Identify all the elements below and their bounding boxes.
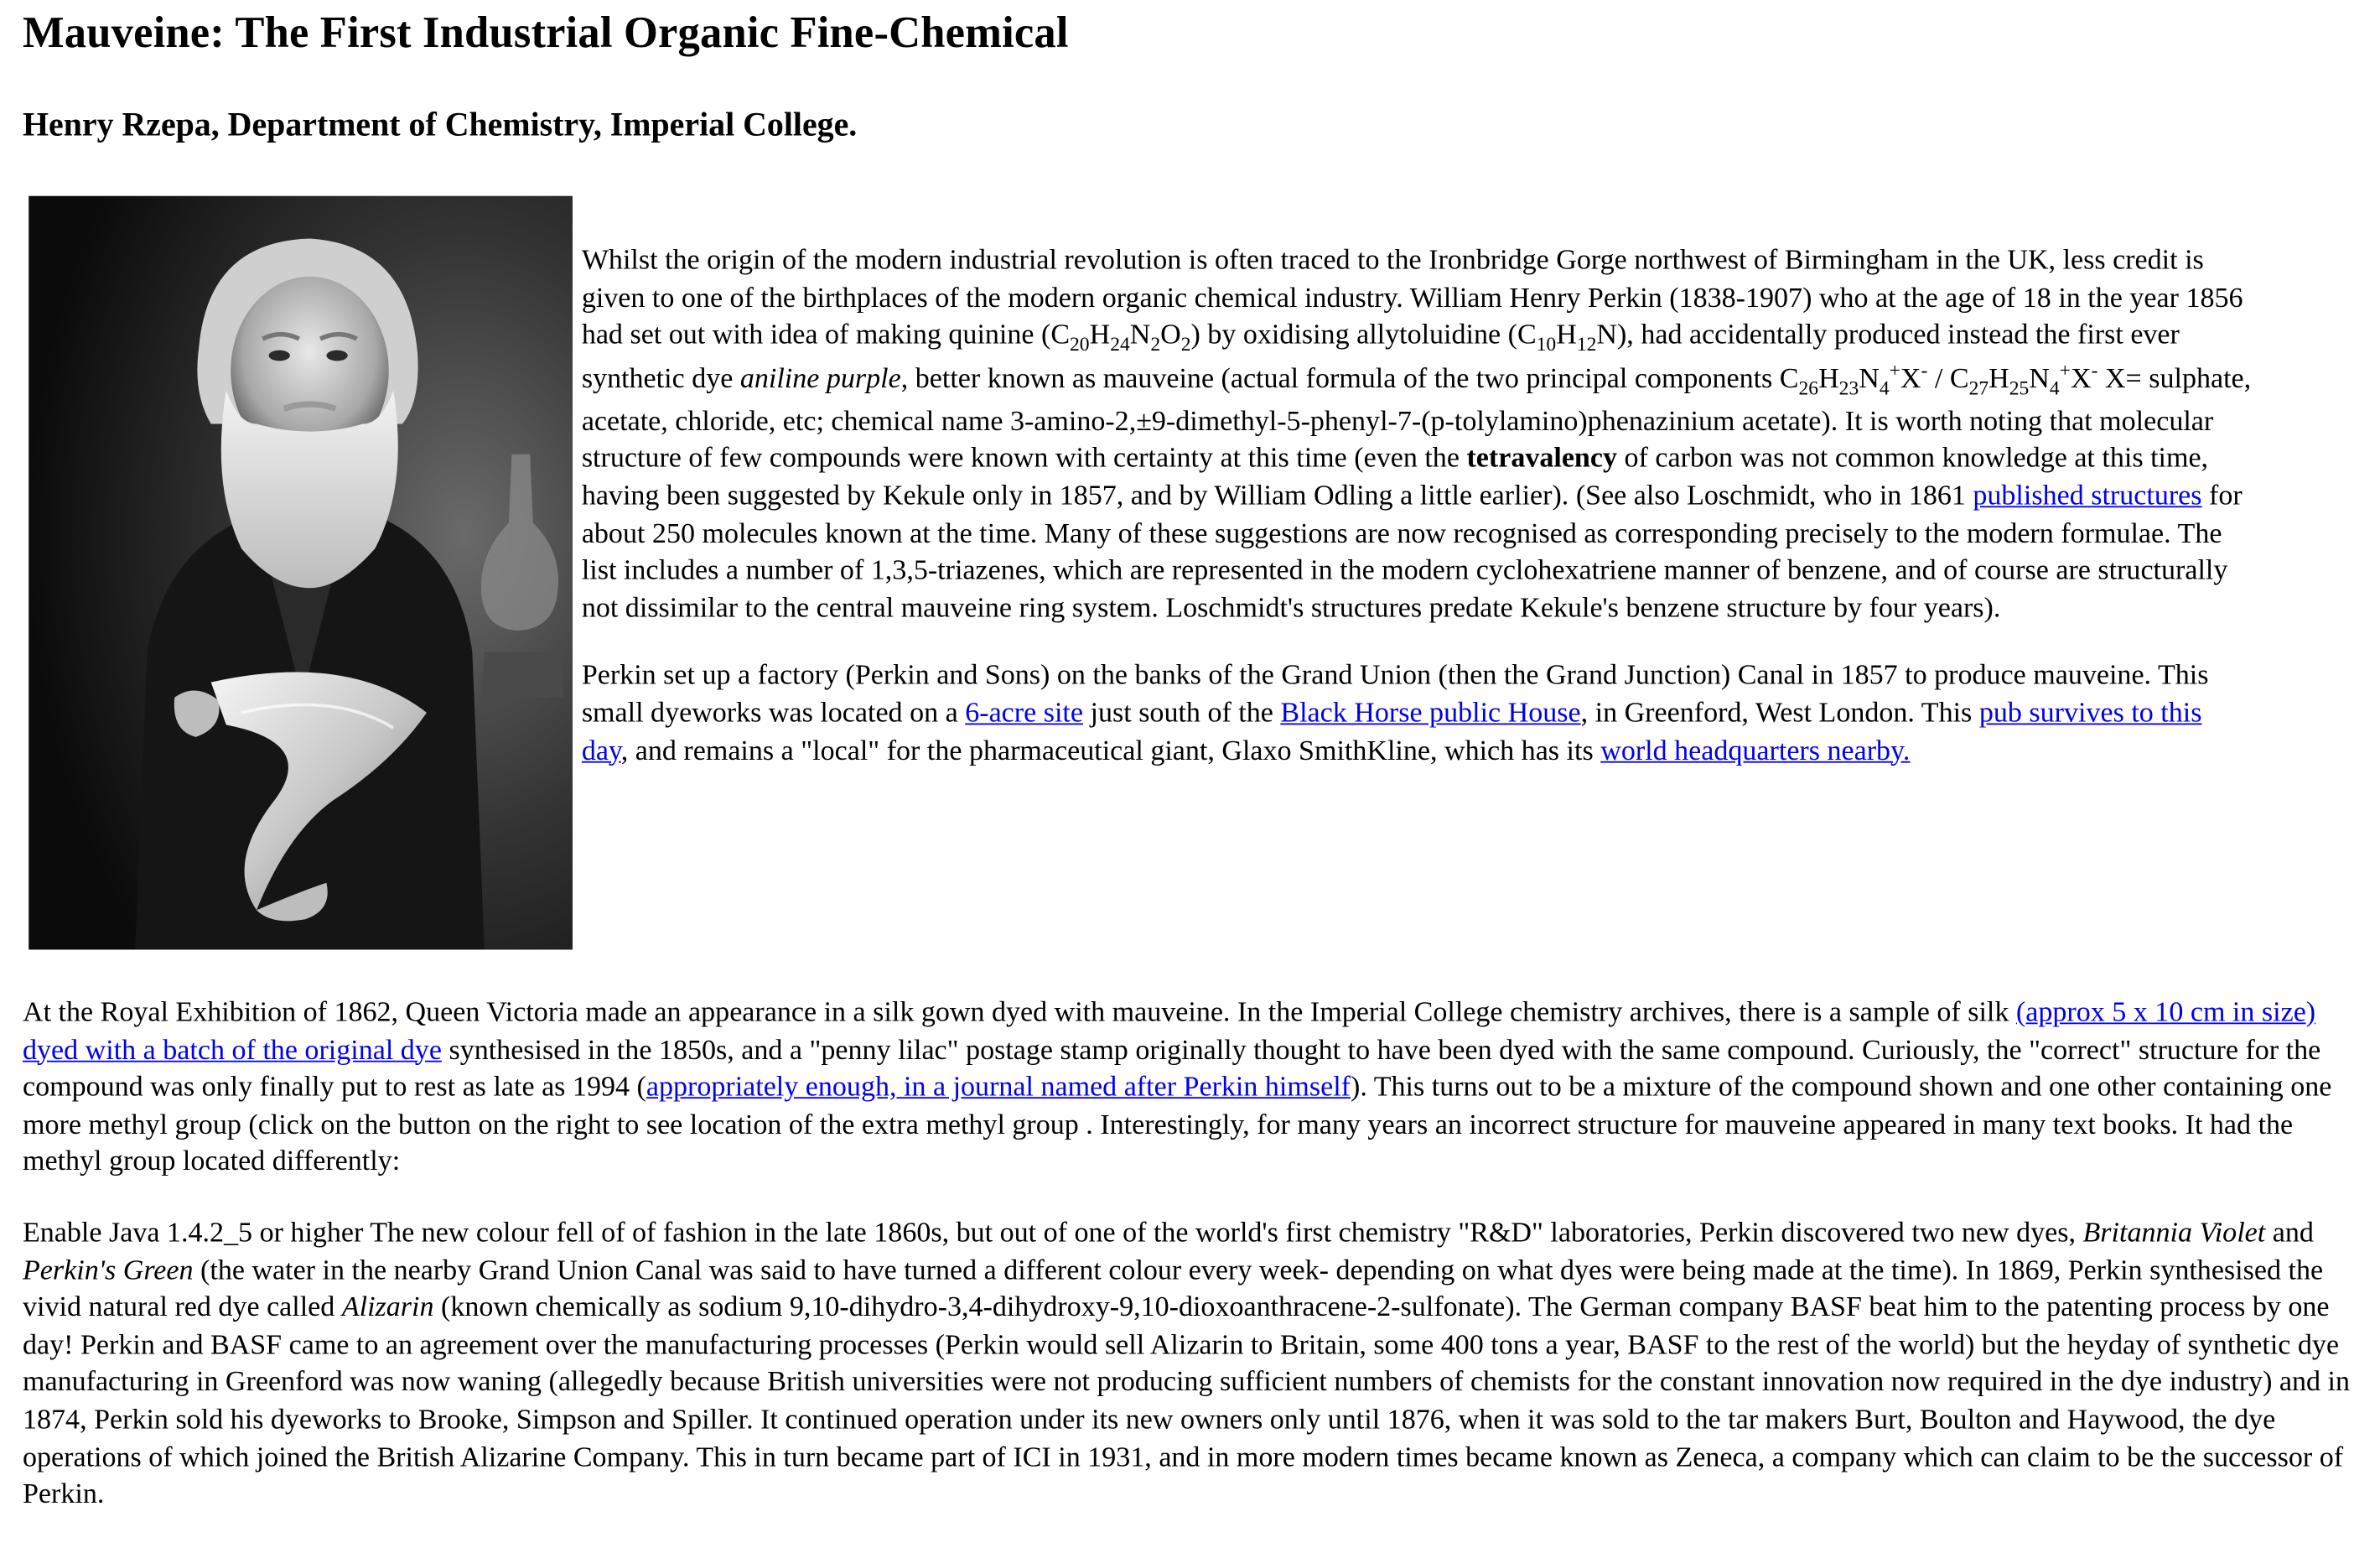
perkins-green-term: Perkin's Green bbox=[23, 1254, 194, 1286]
intro-text-f: of carbon was not common knowledge at this time, having been suggested by Kekule only in 1857, and by William Odling a little earlier). (See also Loschmidt, who in 1861 bbox=[581, 442, 2209, 512]
published-structures-link[interactable]: published structures bbox=[1973, 480, 2202, 512]
intro-text-d: , better known as mauveine (actual formula of the two principal components bbox=[900, 362, 1780, 395]
page-title: Mauveine: The First Industrial Organic Fine-Chemical bbox=[23, 8, 1069, 58]
body1-text-a: At the Royal Exhibition of 1862, Queen Victoria made an appearance in a silk gown dyed with mauveine. In the Imperial College chemistry archives, there is a sample of silk bbox=[23, 996, 2016, 1029]
world-headquarters-link[interactable]: world headquarters nearby. bbox=[1600, 735, 1911, 767]
intro2-text-b: just south of the bbox=[1083, 697, 1281, 730]
formula-separator: / bbox=[1927, 362, 1950, 395]
body1-text-b: synthesised in the 1850s, and a "penny lilac" postage stamp originally thought to have been dyed with the same compound. Curiously, the "correct" structure for the compound was only finally put to rest as late as 1994 ( bbox=[23, 1034, 2321, 1104]
body2-text-b: and bbox=[2265, 1217, 2314, 1249]
intro2-text-a: Perkin set up a factory (Perkin and Sons) on the banks of the Grand Union (then the Grand Junction) Canal in 1857 to produce mauveine. This small dyeworks was located on a bbox=[581, 660, 2209, 730]
later-history-paragraph bbox=[23, 1216, 2362, 1515]
mauveine-formula-1: $C_{26}H_{23}N_4^+X^-$ bbox=[1779, 357, 1928, 399]
intro-text-a: Whilst the origin of the modern industrial revolution is often traced to the Ironbridge Gorge northwest of Birmingham in the UK, less credit is given to one of the birthplaces of the modern organic chemical industry. William Henry Perkin (1838-1907) who at the age of 18 in the year 1856 had set out with idea of making quinine ( bbox=[581, 244, 2243, 351]
page bbox=[23, 0, 2362, 1514]
britannia-violet-term: Britannia Violet bbox=[2082, 1217, 2266, 1249]
intro-paragraph-2 bbox=[582, 658, 2253, 771]
alizarin-term: Alizarin bbox=[341, 1291, 434, 1324]
body2-text-c: (the water in the nearby Grand Union Canal was said to have turned a different colour every week- depending on what dyes were being made at the time). In 1869, Perkin synthesised the vivid natural red dye called bbox=[23, 1254, 2324, 1324]
aniline-purple-term: aniline purple bbox=[739, 362, 901, 395]
mauveine-formula-2: $C_{27}H_{25}N_4^+X^-$ bbox=[1949, 357, 2098, 399]
intro-text-b: ) by oxidising allytoluidine ( bbox=[1190, 319, 1517, 351]
intro-paragraph-1 bbox=[582, 243, 2253, 628]
portrait-photo-icon bbox=[29, 196, 573, 950]
intro-text-g: for about 250 molecules known at the time. Many of these suggestions are now recognised as corresponding precisely to the modern formulae. The list includes a number of 1,3,5-triazenes, which are represented in the modern cyclohexatriene manner of benzene, and of course are structurally not dissimilar to the central mauveine ring system. Loschmidt's structures predate Kekule's benzene structure by four years). bbox=[581, 480, 2243, 625]
intro-text bbox=[582, 243, 2253, 771]
body2-text-d: (known chemically as sodium 9,10-dihydro-3,4-dihydroxy-9,10-dioxoanthracene-2-sulfonate). The German company BASF beat him to the patenting process by one day! Perkin and BASF came to an agreement over the manufacturing processes (Perkin would sell Alizarin to Britain, some 400 tons a year, BASF to the rest of the world) but the heyday of synthetic dye manufacturing in Greenford was now waning (allegedly because British universities were not producing sufficient numbers of chemists for the constant innovation now required in the dye industry) and in 1874, Perkin sold his dyeworks to Brooke, Simpson and Spiller. It continued operation under its new owners only until 1876, when it was sold to the tar makers Burt, Boulton and Haywood, the dye operations of which joined the British Alizarine Company. This in turn became part of ICI in 1931, and in more modern times became known as Zeneca, a company which can claim to be the successor of Perkin. bbox=[23, 1291, 2351, 1511]
intro2-text-c: , in Greenford, West London. This bbox=[1580, 697, 1979, 730]
body2-text-a: Enable Java 1.4.2_5 or higher The new colour fell of of fashion in the late 1860s, but out of one of the world's first chemistry "R&D" laboratories, Perkin discovered two new dyes, bbox=[23, 1217, 2083, 1249]
pub-survives-link[interactable]: pub survives to this day bbox=[581, 697, 2202, 767]
black-horse-link[interactable]: Black Horse public House bbox=[1280, 697, 1581, 730]
allyltoluidine-formula: $C_{10}H_{12}N$ bbox=[1517, 319, 1617, 356]
intro-text-c: ), had accidentally produced instead the first ever synthetic dye bbox=[581, 319, 2180, 395]
body1-text-c: ). This turns out to be a mixture of the compound shown and one other containing one more methyl group (click on the button on the right to see location of the extra methyl group . Interestingly, for many years an incorrect structure for mauveine appeared in many text books. It had the methyl group located differently: bbox=[23, 1071, 2332, 1178]
six-acre-site-link[interactable]: 6-acre site bbox=[965, 697, 1084, 730]
silk-sample-link[interactable]: (approx 5 x 10 cm in size) dyed with a batch of the original dye bbox=[23, 996, 2316, 1067]
quinine-formula: $C_{20}H_{24}N_2O_2$ bbox=[1050, 319, 1191, 356]
intro-block bbox=[23, 196, 2362, 956]
author-heading: Henry Rzepa, Department of Chemistry, Imperial College. bbox=[23, 105, 858, 143]
intro-text-e: X= sulphate, acetate, chloride, etc; chemical name 3-amino-2,±9-dimethyl-5-phenyl-7-(p-tolylamino)phenazinium acetate). It is worth noting that molecular structure of few compounds were known with certainty at this time (even the bbox=[581, 362, 2252, 475]
perkin-journal-link[interactable]: appropriately enough, in a journal named after Perkin himself bbox=[646, 1071, 1351, 1104]
tetravalency-term: tetravalency bbox=[1466, 442, 1618, 475]
royal-exhibition-paragraph bbox=[23, 995, 2354, 1182]
intro2-text-d: , and remains a "local" for the pharmaceutical giant, Glaxo SmithKline, which has its bbox=[620, 735, 1601, 767]
